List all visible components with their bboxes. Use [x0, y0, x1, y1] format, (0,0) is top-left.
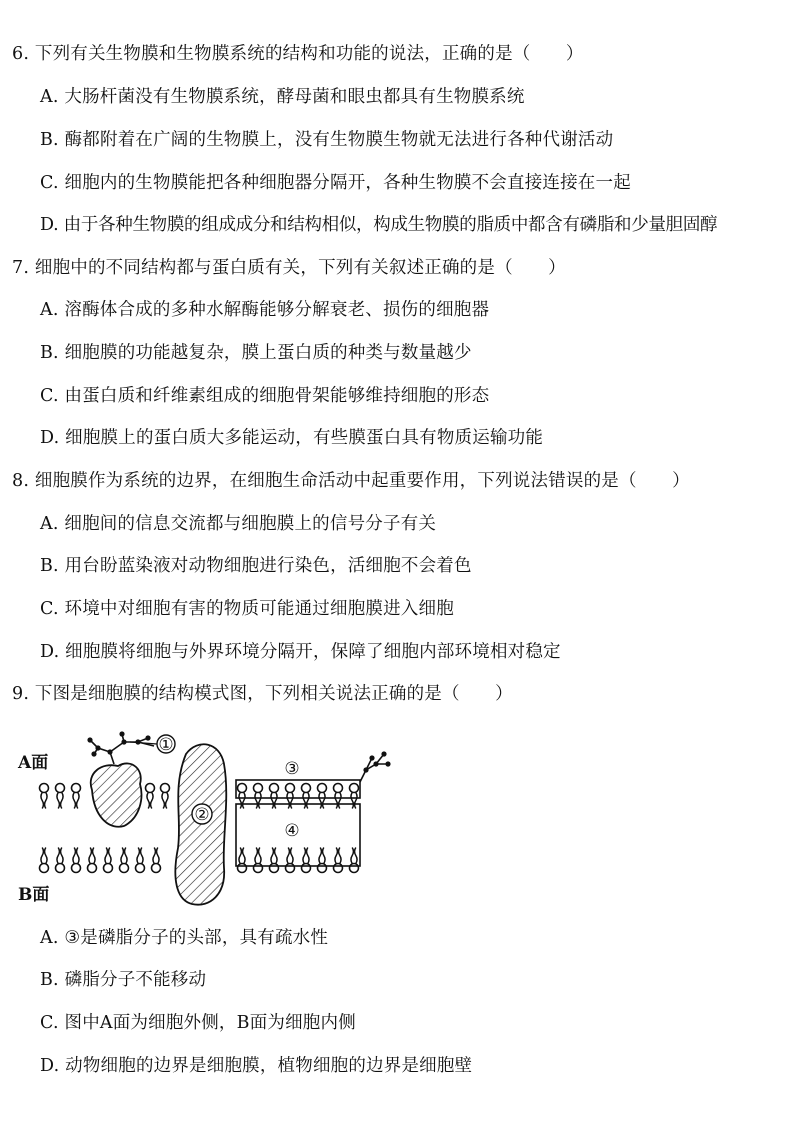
- question-6-option-b[interactable]: B. 酶都附着在广阔的生物膜上，没有生物膜生物就无法进行各种代谢活动: [40, 130, 614, 150]
- question-7-option-c[interactable]: C. 由蛋白质和纤维素组成的细胞骨架能够维持细胞的形态: [40, 386, 490, 406]
- label-4: ④: [284, 821, 300, 841]
- question-7-option-b[interactable]: B. 细胞膜的功能越复杂，膜上蛋白质的种类与数量越少: [40, 343, 472, 363]
- question-6-stem: 6. 下列有关生物膜和生物膜系统的结构和功能的说法，正确的是（ ）: [12, 44, 584, 64]
- question-9-option-d[interactable]: D. 动物细胞的边界是细胞膜，植物细胞的边界是细胞壁: [40, 1056, 473, 1076]
- question-9-option-a[interactable]: A. ③是磷脂分子的头部，具有疏水性: [40, 928, 329, 948]
- glycolipid-chain: [360, 751, 391, 782]
- question-6-option-d[interactable]: D. 由于各种生物膜的组成成分和结构相似，构成生物膜的脂质中都含有磷脂和少量胆固醇: [40, 215, 718, 235]
- question-8-option-c[interactable]: C. 环境中对细胞有害的物质可能通过细胞膜进入细胞: [40, 599, 454, 619]
- side-b-label: B面: [18, 885, 50, 905]
- question-8-stem: 8. 细胞膜作为系统的边界，在细胞生命活动中起重要作用，下列说法错误的是（ ）: [12, 471, 690, 491]
- question-8-option-b[interactable]: B. 用台盼蓝染液对动物细胞进行染色，活细胞不会着色: [40, 556, 472, 576]
- question-9-stem: 9. 下图是细胞膜的结构模式图，下列相关说法正确的是（ ）: [12, 684, 513, 704]
- question-8-option-a[interactable]: A. 细胞间的信息交流都与细胞膜上的信号分子有关: [40, 514, 437, 534]
- question-7-option-a[interactable]: A. 溶酶体合成的多种水解酶能够分解衰老、损伤的细胞器: [40, 300, 490, 320]
- label-2: ②: [194, 805, 210, 825]
- question-6-option-a[interactable]: A. 大肠杆菌没有生物膜系统，酵母菌和眼虫都具有生物膜系统: [40, 87, 525, 107]
- glycoprotein-1: [87, 731, 175, 826]
- label-1: ①: [158, 735, 174, 755]
- transmembrane-protein-2: [175, 744, 226, 904]
- side-a-label: A面: [18, 753, 49, 773]
- question-8-option-d[interactable]: D. 细胞膜将细胞与外界环境分隔开，保障了细胞内部环境相对稳定: [40, 642, 561, 662]
- cell-membrane-diagram: [10, 718, 430, 918]
- question-7-stem: 7. 细胞中的不同结构都与蛋白质有关，下列有关叙述正确的是（ ）: [12, 258, 566, 278]
- question-7-option-d[interactable]: D. 细胞膜上的蛋白质大多能运动，有些膜蛋白具有物质运输功能: [40, 428, 544, 448]
- question-9-option-b[interactable]: B. 磷脂分子不能移动: [40, 970, 207, 990]
- question-9-option-c[interactable]: C. 图中A面为细胞外侧，B面为细胞内侧: [40, 1013, 356, 1033]
- question-6-option-c[interactable]: C. 细胞内的生物膜能把各种细胞器分隔开，各种生物膜不会直接连接在一起: [40, 173, 631, 193]
- phospholipid-region-3-4: [236, 759, 360, 866]
- label-3: ③: [284, 759, 300, 779]
